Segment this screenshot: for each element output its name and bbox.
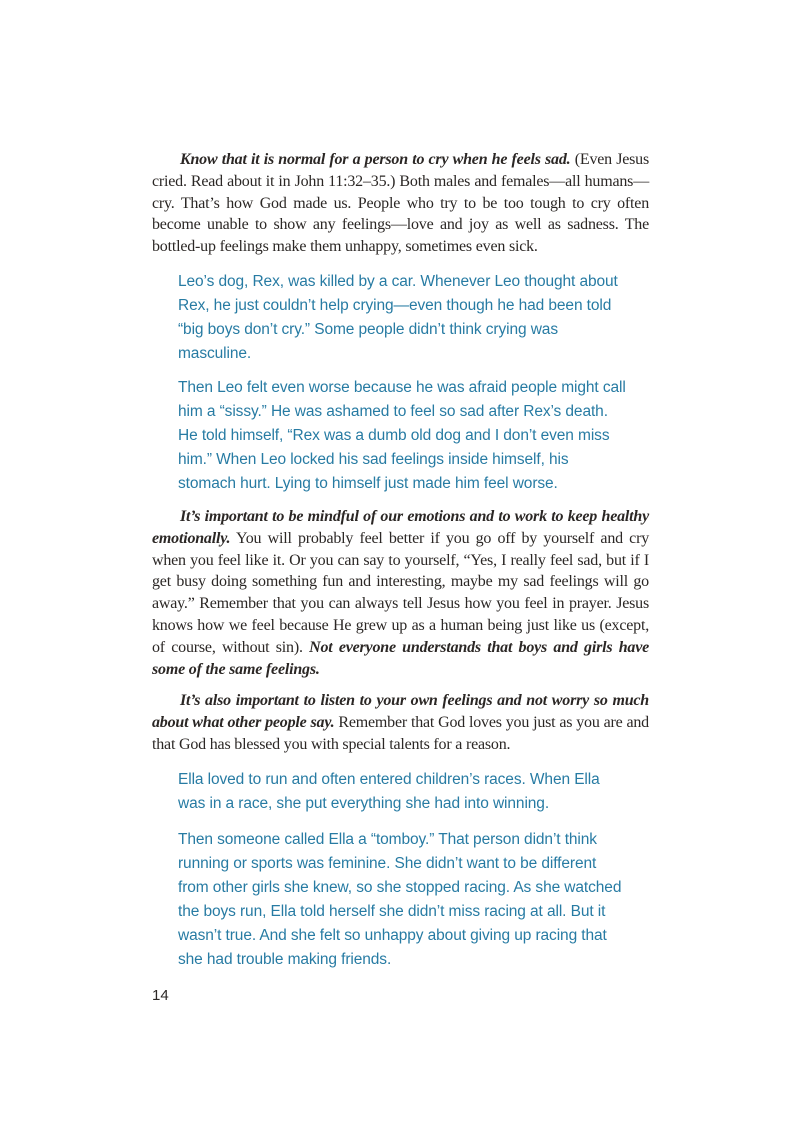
page-number: 14 xyxy=(152,987,169,1004)
teaching-body-text: Remember that God loves you just as you are and that God has blessed you with special talents for a reason. xyxy=(152,714,649,753)
teaching-tail-emphasis: Not everyone understands that boys and girls have some of the same feelings. xyxy=(152,638,649,678)
teaching-lead-emphasis: It’s important to be mindful of our emotions and to work to keep healthy emotionally. xyxy=(152,507,649,547)
paragraph-teaching-mindful-of-emotions xyxy=(152,506,649,680)
story-paragraph-leo-2: Then Leo felt even worse because he was afraid people might call him a “sissy.” He was ashamed to feel so sad after Rex’s death. He told himself, “Rex was a dumb old dog and I don’t even miss him.” When Leo locked his sad feelings inside himself, his stomach hurt. Lying to himself just made him feel worse. xyxy=(178,378,626,492)
story-paragraph-ella-1: Ella loved to run and often entered children’s races. When Ella was in a race, she put everything she had into winning. xyxy=(178,770,600,812)
teaching-body-text: (Even Jesus cried. Read about it in John 11:32–35.) Both males and females—all humans—cry. That’s how God made us. People who try to be too tough to cry often become unable to show any feelings—love and joy as well as sadness. The bottled-up feelings make them unhappy, sometimes even sick. xyxy=(152,151,650,256)
story-paragraph-leo-1: Leo’s dog, Rex, was killed by a car. Whenever Leo thought about Rex, he just couldn’t help crying—even though he had been told “big boys don’t cry.” Some people didn’t think crying was masculine. xyxy=(178,272,618,362)
teaching-lead-emphasis: Know that it is normal for a person to cry when he feels sad. xyxy=(180,151,571,168)
story-paragraph-ella-2: Then someone called Ella a “tomboy.” That person didn’t think running or sports was feminine. She didn’t want to be different from other girls she knew, so she stopped racing. As she watched the boys run, Ella told herself she didn’t miss racing at all. But it wasn’t true. And she felt so unhappy about giving up racing that she had trouble making friends. xyxy=(178,830,622,968)
paragraph-teaching-cry-is-normal xyxy=(152,149,649,258)
teaching-body-text: You will probably feel better if you go off by yourself and cry when you feel like it. Or you can say to yourself, “Yes, I really feel sad, but if I get busy doing something fun and interesting, maybe my sad feelings will go away.” Remember that you can always tell Jesus how you feel in prayer. Jesus knows how we feel because He grew up as a human being just like us (except, of course, without sin). xyxy=(152,529,649,656)
text-column xyxy=(152,149,649,972)
teaching-lead-emphasis: It’s also important to listen to your own feelings and not worry so much about what other people say. xyxy=(152,692,649,732)
paragraph-teaching-listen-to-feelings xyxy=(152,690,649,755)
